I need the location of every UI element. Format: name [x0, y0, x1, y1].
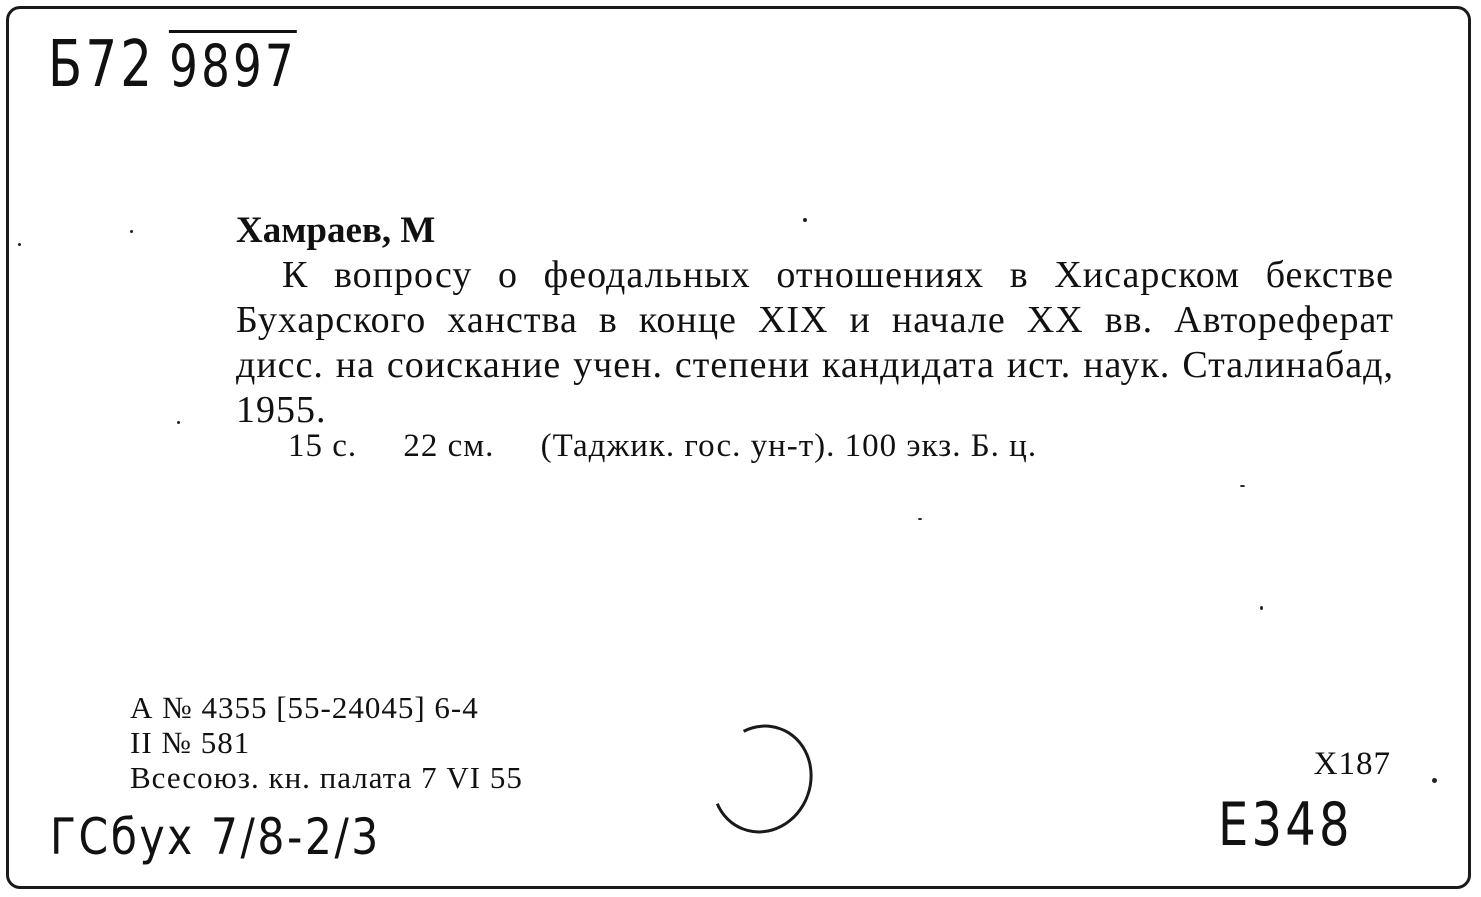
speck [1260, 606, 1263, 610]
speck [1240, 485, 1245, 487]
speck [918, 518, 922, 520]
author-name: Хамраев, М [236, 210, 436, 251]
speck [803, 218, 807, 222]
speck [177, 421, 180, 424]
title-description: К вопросу о феодальных отношениях в Хисарском бекстве Бухарского ханства в конце XIX и начале XX вв. Автореферат дисс. на соискание учен. степени кандидата ист. наук. Сталинабад, 1955. [236, 254, 1394, 431]
imprint-line-1: А № 4355 [55-24045] 6-4 [130, 690, 479, 725]
imprint-line-3: Всесоюз. кн. палата 7 VI 55 [130, 760, 523, 795]
imprint-block [130, 690, 523, 795]
inventory-number-handwritten: Е348 [1218, 790, 1353, 860]
classification-code: X187 [1313, 746, 1391, 782]
speck [130, 230, 133, 233]
shelfmark-number: 9897 [169, 32, 297, 100]
shelfmark-prefix: Б72 [48, 28, 156, 102]
collection-code-handwritten: ГСбух 7/8-2/3 [50, 808, 381, 866]
speck [18, 243, 21, 246]
bibliographic-entry [236, 208, 1394, 433]
speck [1432, 778, 1437, 783]
imprint-line-2: II № 581 [130, 725, 251, 760]
shelfmark-handwritten [48, 28, 297, 102]
collation-line: 15 с. 22 см. (Таджик. гос. ун-т). 100 экз. Б. ц. [288, 428, 1038, 464]
